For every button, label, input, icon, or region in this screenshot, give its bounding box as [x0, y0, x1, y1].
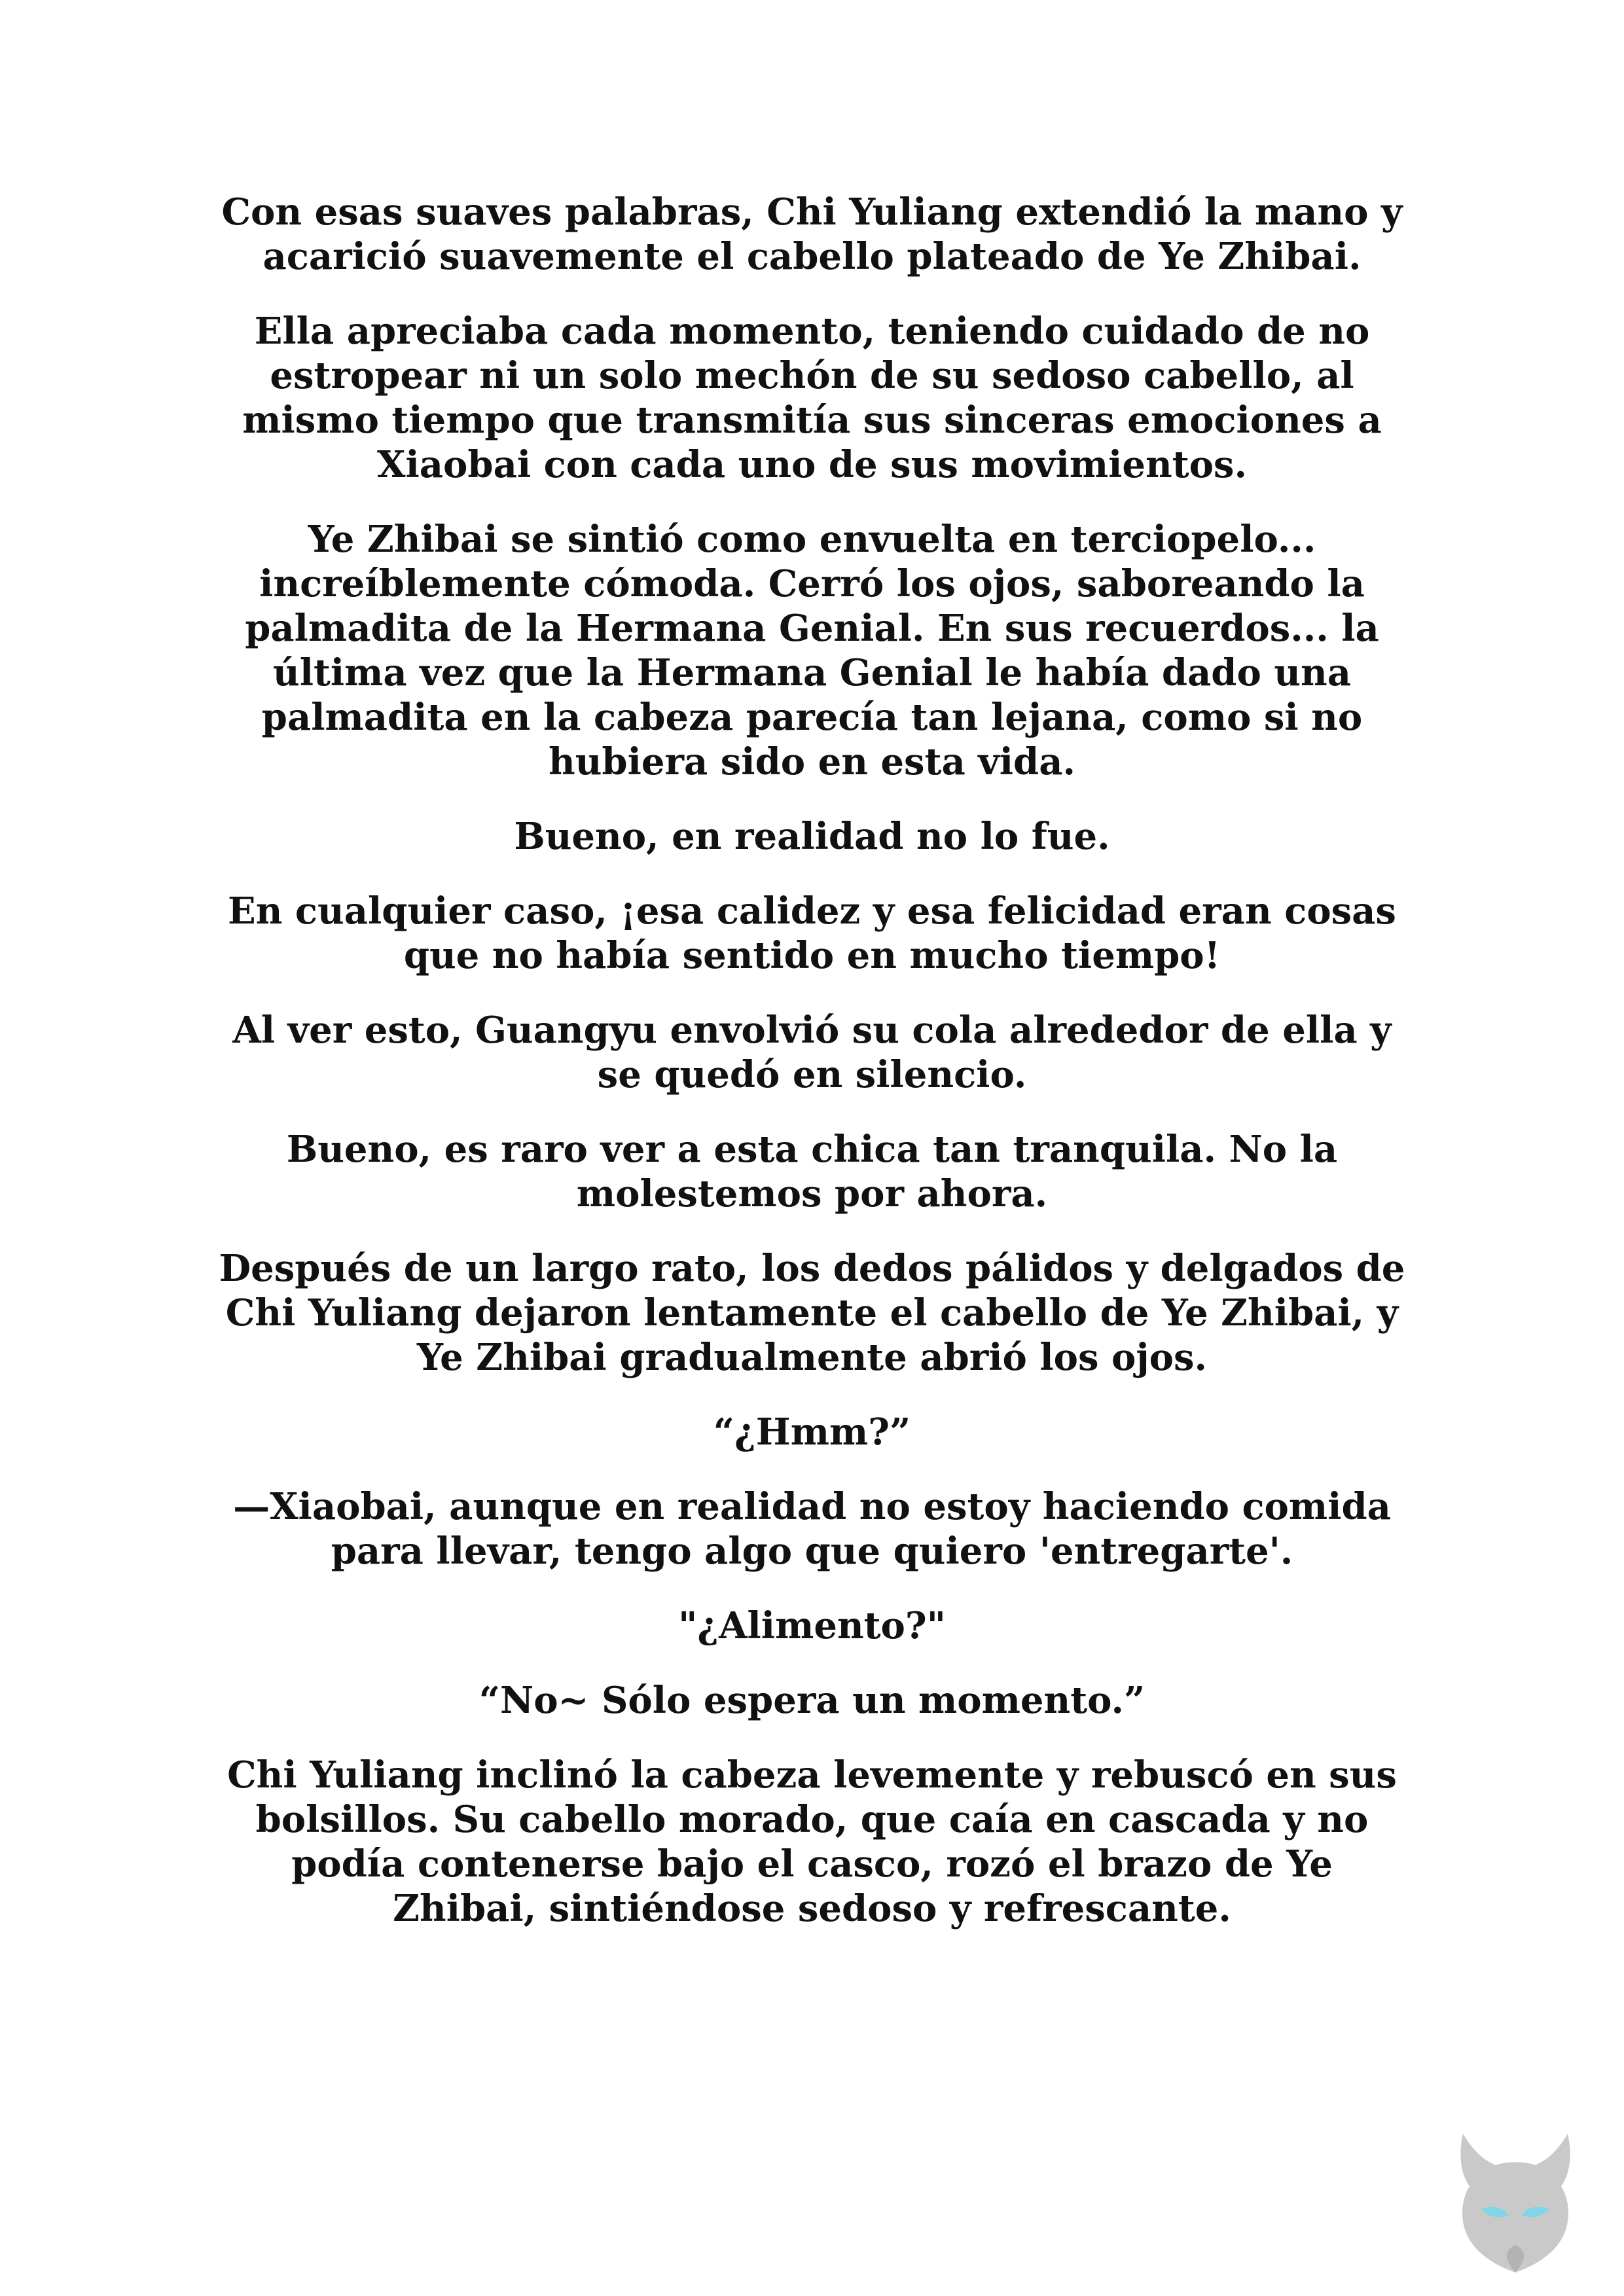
paragraph-13: Chi Yuliang inclinó la cabeza levemente y rebuscó en sus bolsillos. Su cabello morado, que caía en cascada y no podía contenerse bajo el casco, rozó el brazo de Ye Zhibai, sintiéndose sedoso y refrescante.: [227, 1753, 1397, 1930]
document-body: [216, 190, 1408, 1961]
paragraph-6: Al ver esto, Guangyu envolvió su cola alrededor de ella y se quedó en silencio.: [232, 1009, 1392, 1096]
paragraph-7: Bueno, es raro ver a esta chica tan tranquila. No la molestemos por ahora.: [286, 1128, 1338, 1215]
paragraph-11: "¿Alimento?": [678, 1604, 946, 1647]
paragraph-9: “¿Hmm?”: [713, 1410, 911, 1454]
paragraph-4: Bueno, en realidad no lo fue.: [514, 815, 1110, 858]
paragraph-2: Ella apreciaba cada momento, teniendo cuidado de no estropear ni un solo mechón de su sedoso cabello, al mismo tiempo que transmitía sus sinceras emociones a Xiaobai con cada uno de sus movimientos.: [242, 310, 1382, 486]
paragraph-3: Ye Zhibai se sintió como envuelta en terciopelo... increíblemente cómoda. Cerró los ojos, saboreando la palmadita de la Hermana Genial. En sus recuerdos... la última vez que la Hermana Genial le había dado una palmadita en la cabeza parecía tan lejana, como si no hubiera sido en esta vida.: [245, 518, 1379, 783]
demon-head-shape: [1460, 2134, 1570, 2272]
paragraph-8: Después de un largo rato, los dedos pálidos y delgados de Chi Yuliang dejaron lentamente el cabello de Ye Zhibai, y Ye Zhibai gradualmente abrió los ojos.: [219, 1247, 1405, 1379]
paragraph-10: —Xiaobai, aunque en realidad no estoy haciendo comida para llevar, tengo algo que quiero 'entregarte'.: [233, 1485, 1391, 1573]
paragraph-1: Con esas suaves palabras, Chi Yuliang extendió la mano y acarició suavemente el cabello plateado de Ye Zhibai.: [221, 190, 1403, 278]
paragraph-12: “No~ Sólo espera un momento.”: [478, 1679, 1146, 1722]
paragraph-5: En cualquier caso, ¡esa calidez y esa felicidad eran cosas que no había sentido en mucho tiempo!: [228, 889, 1396, 977]
demon-head-logo-icon: [1443, 2121, 1587, 2278]
